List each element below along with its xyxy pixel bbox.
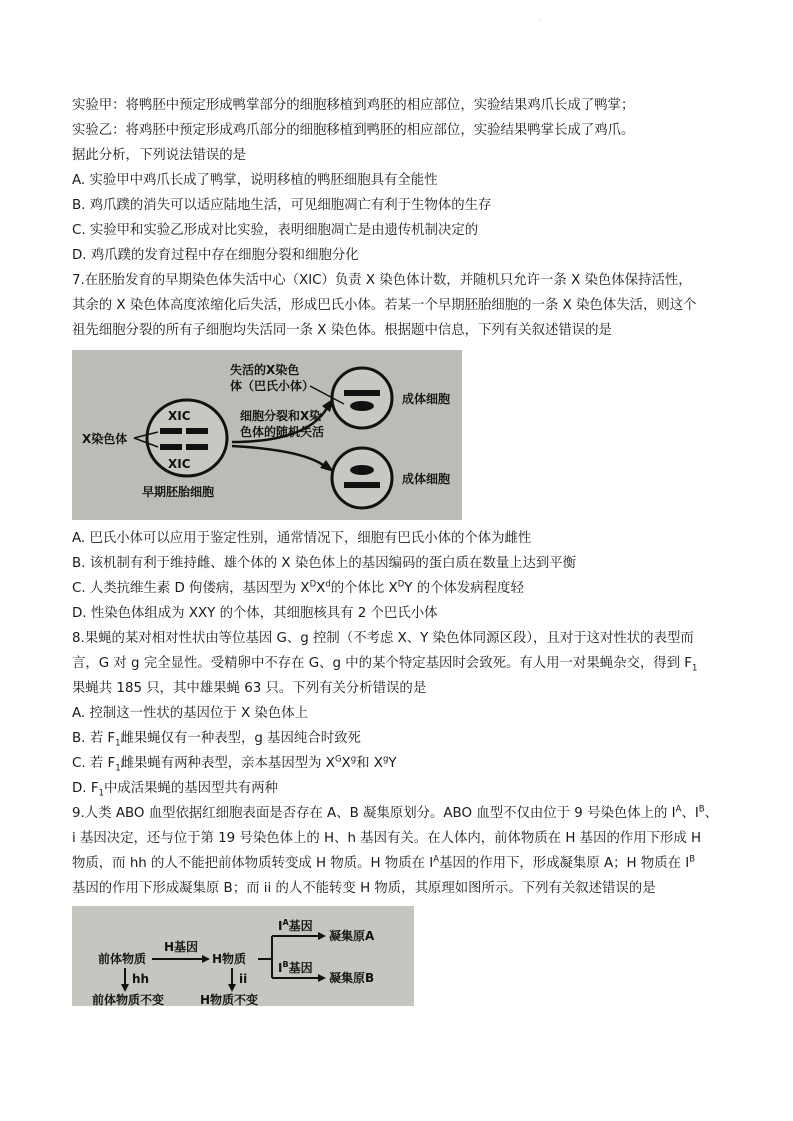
ib-gene-label: $I^B$基因: [278, 960, 313, 975]
option-a: A. 控制这一性状的基因位于 X 染色体上: [72, 706, 308, 721]
adult-cell-top-label: 成体细胞: [402, 392, 451, 406]
option-b: B. 该机制有利于维持雌、雄个体的 X 染色体上的基因编码的蛋白质在数量上达到平衡: [72, 556, 577, 571]
precursor-label: 前体物质: [98, 952, 147, 966]
text-line: 实验乙：将鸡胚中预定形成鸡爪部分的细胞移植到鸭胚的相应部位，实验结果鸭掌长成了鸡爪。: [72, 123, 635, 138]
option-a: A. 实验甲中鸡爪长成了鸭掌，说明移植的鸭胚细胞具有全能性: [72, 173, 438, 188]
option-a: A. 巴氏小体可以应用于鉴定性别，通常情况下，细胞有巴氏小体的个体为雌性: [72, 531, 532, 546]
question-7-stem: 其余的 X 染色体高度浓缩化后失活，形成巴氏小体。若某一个早期胚胎细胞的一条 X 染色体失活，则这个: [72, 298, 697, 313]
precursor-unchanged-label: 前体物质不变: [92, 993, 165, 1006]
text-line: 据此分析，下列说法错误的是: [72, 148, 247, 163]
option-b: B. 鸡爪蹼的消失可以适应陆地生活，可见细胞凋亡有利于生物体的生存: [72, 198, 492, 213]
question-9-stem: i 基因决定，还与位于第 19 号染色体上的 H、h 基因有关。在人体内，前体物质在 H 基因的作用下形成 H: [72, 831, 702, 846]
hh-label: hh: [132, 972, 150, 986]
figure-abo-pathway: [72, 906, 414, 1006]
early-embryo-label: 早期胚胎细胞: [142, 485, 215, 499]
agglutinogen-a-label: 凝集原A: [329, 929, 375, 943]
question-8-stem: 言，G 对 g 完全显性。受精卵中不存在 G、g 中的某个特定基因时会致死。有人用一对果蝇杂交，得到 $F_1$: [72, 656, 698, 674]
option-c: C. 人类抗维生素 D 佝偻病，基因型为 $X^DX^d$的个体比 $X^DY$ 的个体发病程度轻: [72, 579, 524, 596]
inactive-x-label: 失活的X染色: [230, 363, 300, 377]
ii-label: ii: [239, 972, 248, 986]
xic-top-label: XIC: [168, 409, 191, 423]
ia-gene-label: $I^A$基因: [278, 918, 313, 933]
question-9-stem: 基因的作用下形成凝集原 B；而 ii 的人不能转变 H 物质，其原理如图所示。下列有关叙述错误的是: [72, 881, 656, 896]
option-b: B. 若 $F_1$雌果蝇仅有一种表型，g 基因纯合时致死: [72, 731, 361, 749]
question-9-stem: 9.人类 ABO 血型依据红细胞表面是否存在 A、B 凝集原划分。ABO 血型不仅由位于 9 号染色体上的 $I^A$、$I^B$、: [72, 804, 719, 821]
process-label: 色体的随机失活: [240, 425, 325, 439]
question-9-stem: 物质，而 hh 的人不能把前体物质转变成 H 物质。H 物质在 $I^A$基因的作用下，形成凝集原 A；H 物质在 $I^B$: [72, 854, 696, 871]
question-8-stem: 8.果蝇的某对相对性状由等位基因 G、g 控制（不考虑 X、Y 染色体同源区段），且对于这对性状的表型而: [72, 631, 694, 646]
option-c: C. 实验甲和实验乙形成对比实验，表明细胞凋亡是由遗传机制决定的: [72, 223, 479, 238]
question-7-stem: 祖先细胞分裂的所有子细胞均失活同一条 X 染色体。根据题中信息，下列有关叙述错误的是: [72, 323, 612, 338]
adult-cell-bottom-label: 成体细胞: [402, 472, 451, 486]
question-7-stem: 7.在胚胎发育的早期染色体失活中心（XIC）负责 X 染色体计数，并随机只允许一条 X 染色体保持活性，: [72, 273, 692, 288]
h-unchanged-label: H物质不变: [200, 993, 259, 1006]
option-d: D. 鸡爪蹼的发育过程中存在细胞分裂和细胞分化: [72, 248, 359, 263]
question-8-stem: 果蝇共 185 只，其中雄果蝇 63 只。下列有关分析错误的是: [72, 681, 427, 696]
h-gene-label: H基因: [164, 940, 199, 954]
figure-x-inactivation: [72, 350, 462, 520]
h-substance-label: H物质: [212, 952, 247, 966]
text-line: 实验甲：将鸭胚中预定形成鸭掌部分的细胞移植到鸡胚的相应部位，实验结果鸡爪长成了鸭掌；: [72, 98, 635, 113]
inactive-x-label: 体（巴氏小体）: [230, 379, 315, 393]
option-c: C. 若 $F_1$雌果蝇有两种表型，亲本基因型为 $X^GX^g$和 $X^gY$: [72, 754, 397, 774]
xic-bottom-label: XIC: [168, 457, 191, 471]
x-chromosome-label: X染色体: [82, 432, 128, 446]
option-d: D. 性染色体组成为 XXY 的个体，其细胞核具有 2 个巴氏小体: [72, 606, 438, 621]
top-dot: .: [540, 16, 542, 23]
option-d: D. $F_1$中成活果蝇的基因型共有两种: [72, 781, 279, 799]
agglutinogen-b-label: 凝集原B: [329, 971, 375, 985]
process-label: 细胞分裂和X染: [240, 409, 322, 423]
